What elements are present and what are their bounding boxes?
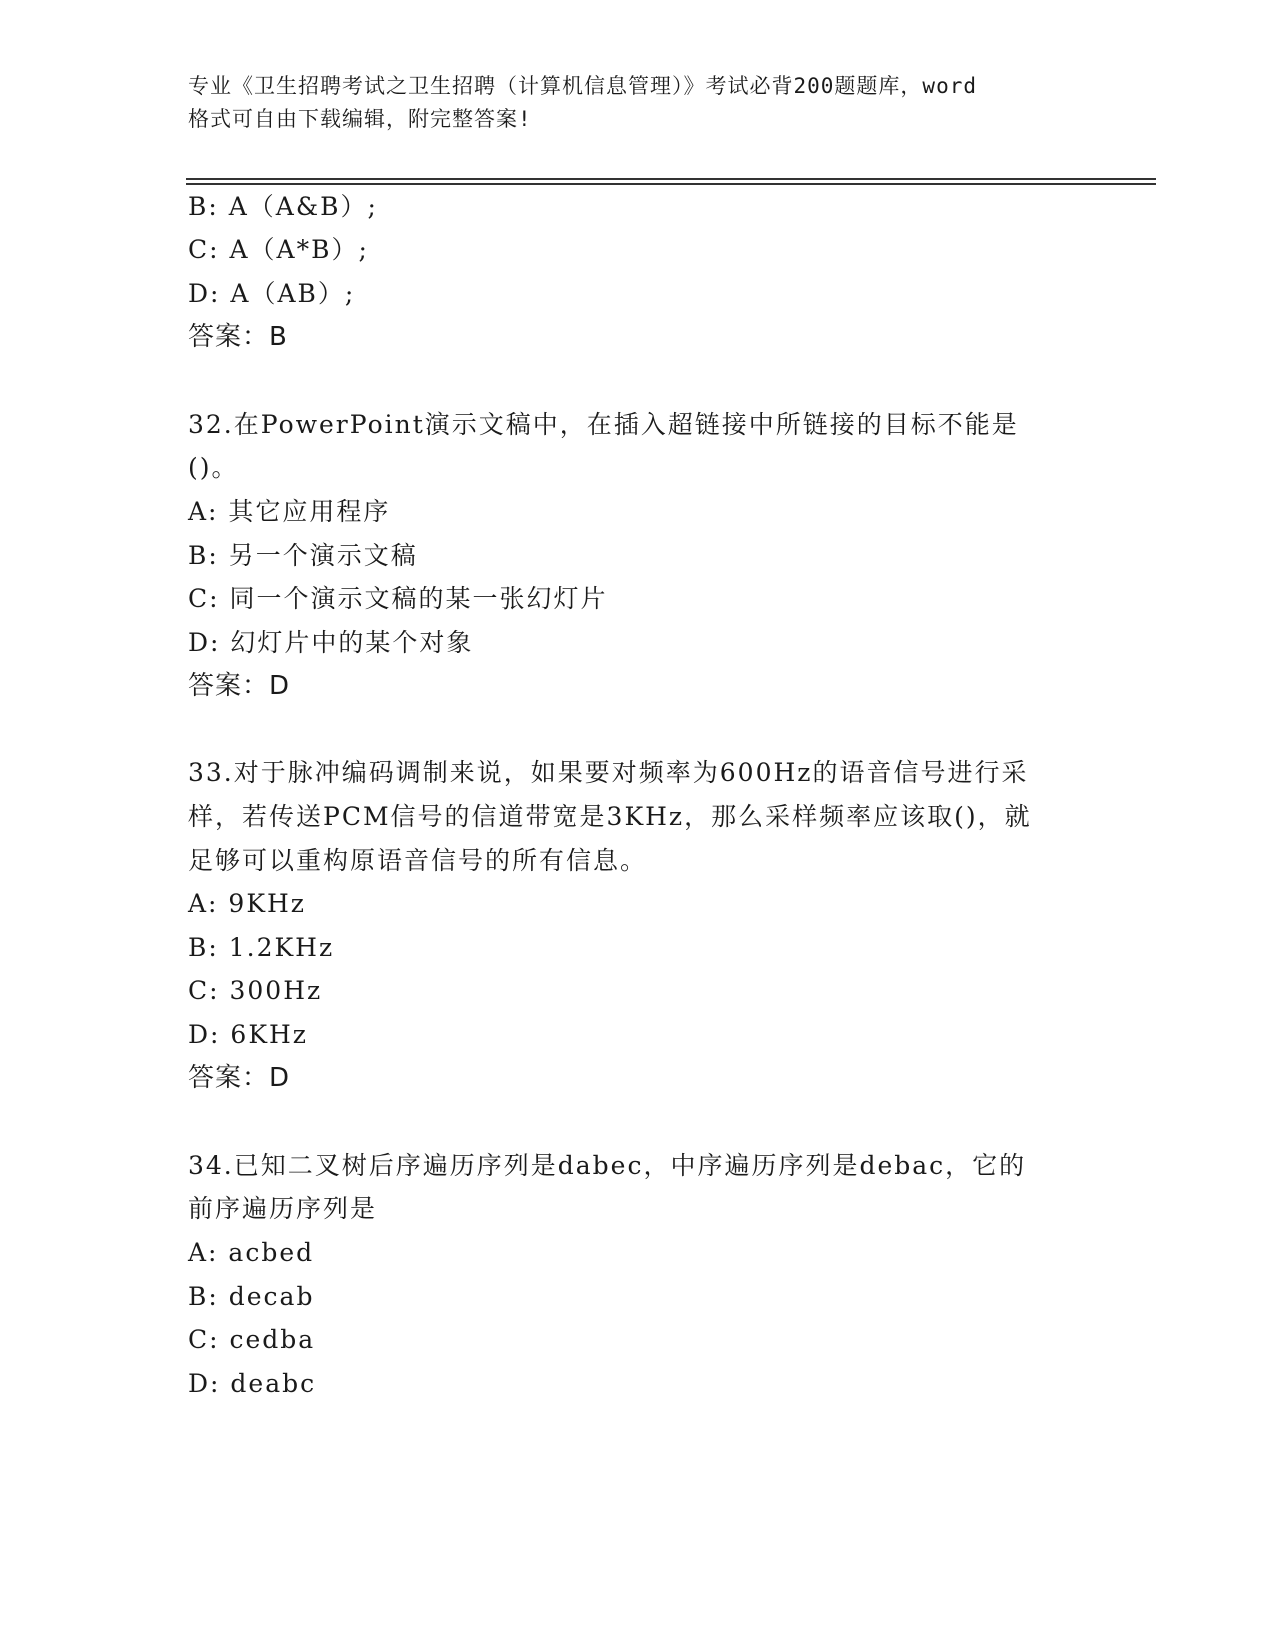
- q32-option-a: A: 其它应用程序: [188, 497, 391, 526]
- q31-answer: 答案：B: [188, 322, 288, 352]
- q34-option-d: D: deabc: [188, 1369, 317, 1398]
- q33-stem-line-2: 样，若传送PCM信号的信道带宽是3KHz，那么采样频率应该取()，就: [188, 802, 1032, 831]
- q33-option-c: C: 300Hz: [188, 976, 323, 1005]
- q32-stem-line-1: 32.在PowerPoint演示文稿中，在插入超链接中所链接的目标不能是: [188, 410, 1019, 439]
- q34-stem-line-2: 前序遍历序列是: [188, 1194, 378, 1223]
- q31-option-d: D: A（AB）;: [188, 279, 356, 308]
- q32-option-c: C: 同一个演示文稿的某一张幻灯片: [188, 584, 608, 613]
- q31-option-b: B: A（A&B）;: [188, 192, 378, 221]
- q32-answer: 答案：D: [188, 671, 291, 701]
- header-divider-bottom: [186, 183, 1156, 185]
- q34-option-c: C: cedba: [188, 1325, 316, 1354]
- q34-stem-line-1: 34.已知二叉树后序遍历序列是dabec，中序遍历序列是debac，它的: [188, 1151, 1027, 1180]
- header-line-1: 专业《卫生招聘考试之卫生招聘（计算机信息管理）》考试必背200题题库，word: [188, 74, 977, 98]
- q33-stem-line-3: 足够可以重构原语音信号的所有信息。: [188, 846, 648, 875]
- q32-option-b: B: 另一个演示文稿: [188, 541, 418, 570]
- header-divider-top: [186, 178, 1156, 180]
- page-header: [188, 70, 1088, 136]
- q33-option-b: B: 1.2KHz: [188, 933, 335, 962]
- q32-stem-line-2: ()。: [188, 453, 239, 482]
- q32-option-d: D: 幻灯片中的某个对象: [188, 628, 474, 657]
- q31-option-c: C: A（A*B）;: [188, 235, 369, 264]
- q33-option-a: A: 9KHz: [188, 889, 306, 918]
- q33-answer: 答案：D: [188, 1063, 291, 1093]
- header-line-2: 格式可自由下载编辑，附完整答案!: [188, 107, 532, 131]
- q33-option-d: D: 6KHz: [188, 1020, 308, 1049]
- q34-option-a: A: acbed: [188, 1238, 315, 1267]
- q34-option-b: B: decab: [188, 1282, 315, 1311]
- q33-stem-line-1: 33.对于脉冲编码调制来说，如果要对频率为600Hz的语音信号进行采: [188, 758, 1029, 787]
